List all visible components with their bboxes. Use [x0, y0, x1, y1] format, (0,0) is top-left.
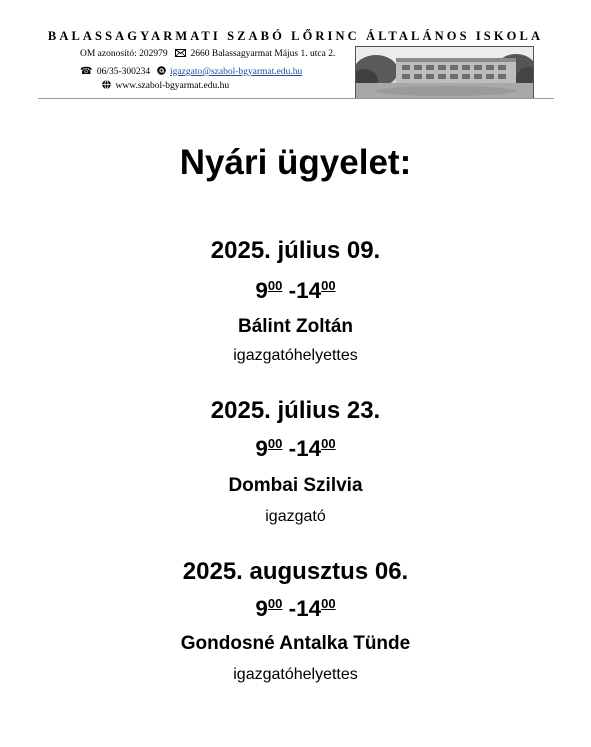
duty-time: $9^{00}$ $-14^{00}$	[255, 436, 336, 461]
address: 2660 Balassagyarmat Május 1. utca 2.	[190, 49, 336, 59]
om-id: OM azonosító: 202979	[80, 49, 168, 59]
duty-time: $9^{00}$ $-14^{00}$	[255, 278, 336, 303]
duty-date: 2025. augusztus 06.	[182, 558, 409, 585]
at-sign-icon	[157, 66, 169, 77]
school-name: BALASSAGYARMATI SZABÓ LŐRINC ÁLTALÁNOS ISKOLA	[47, 29, 544, 43]
duty-role: igazgatóhelyettes	[233, 666, 358, 683]
duty-person: Dombai Szilvia	[228, 475, 363, 496]
telephone-icon: ☎	[80, 66, 93, 77]
school-building-photo	[355, 46, 534, 99]
duty-date: 2025. július 09.	[210, 237, 381, 264]
duty-time: $9^{00}$ $-14^{00}$	[255, 596, 336, 621]
contact-row-website	[102, 80, 229, 92]
website: www.szabol-bgyarmat.edu.hu	[115, 81, 230, 91]
page-title: Nyári ügyelet:	[179, 143, 412, 182]
contact-row-id-address	[80, 48, 335, 60]
contact-row-phone-email	[80, 66, 302, 78]
duty-person: Gondosné Antalka Tünde	[180, 633, 411, 654]
phone: 06/35-300234	[96, 67, 151, 77]
duty-person: Bálint Zoltán	[237, 316, 354, 337]
duty-role: igazgatóhelyettes	[233, 347, 358, 364]
email-link[interactable]: igazgato@szabol-bgyarmat.edu.hu	[170, 67, 303, 77]
envelope-icon	[175, 48, 189, 59]
header-divider	[38, 98, 554, 99]
duty-date: 2025. július 23.	[210, 397, 381, 424]
duty-role: igazgató	[265, 508, 326, 525]
globe-icon	[102, 80, 114, 91]
